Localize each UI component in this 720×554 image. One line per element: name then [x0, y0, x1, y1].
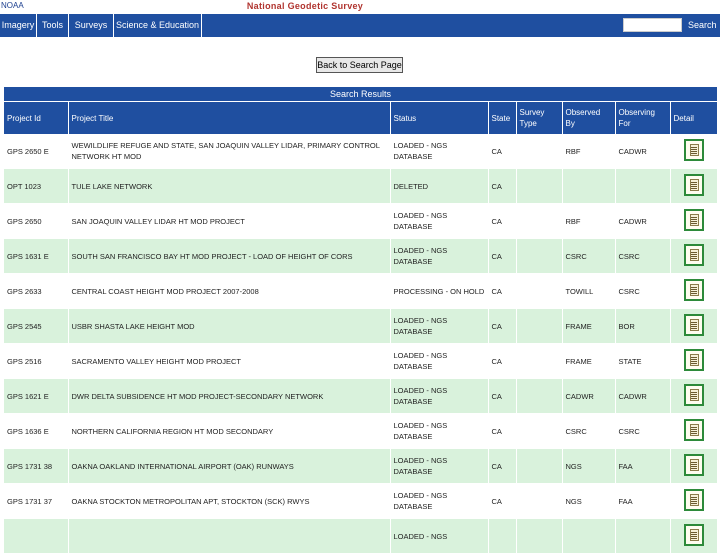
cell-project-id[interactable]: GPS 2650 [4, 204, 68, 239]
cell-status: LOADED - NGS DATABASE [390, 449, 488, 484]
cell-observing-for: CADWR [615, 134, 670, 169]
cell-detail [670, 274, 717, 309]
cell-detail [670, 379, 717, 414]
cell-project-id[interactable] [4, 519, 68, 554]
column-header-observing-for[interactable]: Observing For [615, 102, 670, 135]
cell-project-title: CENTRAL COAST HEIGHT MOD PROJECT 2007-2008 [68, 274, 390, 309]
cell-project-title: WEWILDLIFE REFUGE AND STATE, SAN JOAQUIN VALLEY LIDAR, PRIMARY CONTROL NETWORK HT MOD [68, 134, 390, 169]
results-header-row [4, 102, 717, 135]
cell-observed-by: TOWILL [562, 274, 615, 309]
cell-state: CA [488, 414, 516, 449]
cell-project-id[interactable]: GPS 1621 E [4, 379, 68, 414]
cell-state: CA [488, 344, 516, 379]
cell-status: LOADED - NGS DATABASE [390, 484, 488, 519]
table-row [4, 274, 717, 309]
cell-project-title: SOUTH SAN FRANCISCO BAY HT MOD PROJECT - LOAD OF HEIGHT OF CORS [68, 239, 390, 274]
cell-project-title: DWR DELTA SUBSIDENCE HT MOD PROJECT-SECONDARY NETWORK [68, 379, 390, 414]
table-row [4, 134, 717, 169]
cell-survey-type [516, 379, 562, 414]
cell-status: LOADED - NGS DATABASE [390, 379, 488, 414]
cell-survey-type [516, 169, 562, 204]
column-header-detail: Detail [670, 102, 717, 135]
cell-observed-by: CSRC [562, 414, 615, 449]
table-row [4, 449, 717, 484]
cell-detail [670, 344, 717, 379]
cell-detail [670, 134, 717, 169]
cell-observed-by: RBF [562, 204, 615, 239]
cell-project-id[interactable]: OPT 1023 [4, 169, 68, 204]
cell-state: CA [488, 239, 516, 274]
cell-observed-by: NGS [562, 484, 615, 519]
table-row [4, 344, 717, 379]
cell-detail [670, 204, 717, 239]
cell-observed-by: NGS [562, 449, 615, 484]
cell-project-id[interactable]: GPS 1731 37 [4, 484, 68, 519]
cell-survey-type [516, 484, 562, 519]
cell-observing-for: CADWR [615, 379, 670, 414]
column-header-status[interactable]: Status [390, 102, 488, 135]
cell-state: CA [488, 274, 516, 309]
cell-observing-for [615, 169, 670, 204]
search-button[interactable]: Search [688, 20, 717, 30]
detail-document-icon[interactable] [684, 209, 704, 231]
cell-status: DELETED [390, 169, 488, 204]
cell-project-title: TULE LAKE NETWORK [68, 169, 390, 204]
table-row [4, 379, 717, 414]
cell-state [488, 519, 516, 554]
cell-observing-for: CSRC [615, 414, 670, 449]
cell-project-id[interactable]: GPS 1731 38 [4, 449, 68, 484]
column-header-observed-by[interactable]: Observed By [562, 102, 615, 135]
table-row [4, 309, 717, 344]
cell-state: CA [488, 379, 516, 414]
search-results-panel [4, 87, 717, 554]
cell-observing-for: FAA [615, 484, 670, 519]
table-row [4, 169, 717, 204]
cell-project-title: OAKNA STOCKTON METROPOLITAN APT, STOCKTON (SCK) RWYS [68, 484, 390, 519]
cell-observing-for: FAA [615, 449, 670, 484]
detail-document-icon[interactable] [684, 384, 704, 406]
cell-status: LOADED - NGS DATABASE [390, 414, 488, 449]
cell-status: LOADED - NGS DATABASE [390, 309, 488, 344]
cell-state: CA [488, 134, 516, 169]
cell-detail [670, 309, 717, 344]
site-title: National Geodetic Survey [246, 1, 364, 11]
cell-observing-for: STATE [615, 344, 670, 379]
table-row [4, 519, 717, 554]
cell-observing-for: BOR [615, 309, 670, 344]
cell-project-id[interactable]: GPS 1631 E [4, 239, 68, 274]
cell-survey-type [516, 134, 562, 169]
cell-observing-for: CSRC [615, 239, 670, 274]
cell-state: CA [488, 449, 516, 484]
cell-project-title: SACRAMENTO VALLEY HEIGHT MOD PROJECT [68, 344, 390, 379]
cell-survey-type [516, 344, 562, 379]
cell-observed-by: RBF [562, 134, 615, 169]
detail-document-icon[interactable] [684, 244, 704, 266]
cell-status: LOADED - NGS DATABASE [390, 204, 488, 239]
cell-detail [670, 239, 717, 274]
cell-project-id[interactable]: GPS 2516 [4, 344, 68, 379]
cell-observed-by: FRAME [562, 309, 615, 344]
detail-document-icon[interactable] [684, 489, 704, 511]
cell-survey-type [516, 204, 562, 239]
cell-status: PROCESSING - ON HOLD [390, 274, 488, 309]
search-results-title: Search Results [4, 87, 717, 101]
column-header-survey-type[interactable]: Survey Type [516, 102, 562, 135]
column-header-project-id[interactable]: Project Id [4, 102, 68, 135]
cell-survey-type [516, 274, 562, 309]
results-table [4, 101, 718, 554]
detail-document-icon[interactable] [684, 419, 704, 441]
table-row [4, 204, 717, 239]
cell-project-id[interactable]: GPS 2633 [4, 274, 68, 309]
nav-item-imagery[interactable]: Imagery [0, 14, 37, 37]
cell-detail [670, 484, 717, 519]
table-row [4, 484, 717, 519]
cell-status: LOADED - NGS [390, 519, 488, 554]
cell-project-id[interactable]: GPS 1636 E [4, 414, 68, 449]
cell-detail [670, 414, 717, 449]
detail-document-icon[interactable] [684, 524, 704, 546]
column-header-project-title[interactable]: Project Title [68, 102, 390, 135]
cell-project-title: USBR SHASTA LAKE HEIGHT MOD [68, 309, 390, 344]
detail-document-icon[interactable] [684, 174, 704, 196]
cell-project-title: SAN JOAQUIN VALLEY LIDAR HT MOD PROJECT [68, 204, 390, 239]
nav-item-surveys[interactable]: Surveys [69, 14, 114, 37]
cell-status: LOADED - NGS DATABASE [390, 239, 488, 274]
cell-project-title [68, 519, 390, 554]
cell-observing-for [615, 519, 670, 554]
cell-project-title: NORTHERN CALIFORNIA REGION HT MOD SECONDARY [68, 414, 390, 449]
cell-state: CA [488, 309, 516, 344]
cell-state: CA [488, 169, 516, 204]
cell-observing-for: CSRC [615, 274, 670, 309]
detail-document-icon[interactable] [684, 349, 704, 371]
cell-project-id[interactable]: GPS 2545 [4, 309, 68, 344]
detail-document-icon[interactable] [684, 139, 704, 161]
noaa-logo: NOAA [1, 1, 24, 10]
cell-observed-by: CSRC [562, 239, 615, 274]
cell-project-title: OAKNA OAKLAND INTERNATIONAL AIRPORT (OAK) RUNWAYS [68, 449, 390, 484]
table-row [4, 239, 717, 274]
cell-state: CA [488, 484, 516, 519]
cell-observed-by: CADWR [562, 379, 615, 414]
cell-detail [670, 449, 717, 484]
back-to-search-button[interactable]: Back to Search Page [316, 57, 403, 73]
column-header-state[interactable]: State [488, 102, 516, 135]
cell-project-id[interactable]: GPS 2650 E [4, 134, 68, 169]
cell-survey-type [516, 309, 562, 344]
cell-state: CA [488, 204, 516, 239]
search-input[interactable] [623, 18, 682, 32]
detail-document-icon[interactable] [684, 314, 704, 336]
detail-document-icon[interactable] [684, 279, 704, 301]
cell-detail [670, 519, 717, 554]
cell-survey-type [516, 414, 562, 449]
nav-item-science-education[interactable]: Science & Education [114, 14, 202, 37]
detail-document-icon[interactable] [684, 454, 704, 476]
cell-detail [670, 169, 717, 204]
cell-survey-type [516, 239, 562, 274]
results-body [4, 134, 717, 554]
cell-observing-for: CADWR [615, 204, 670, 239]
table-row [4, 414, 717, 449]
top-nav-bar [0, 14, 720, 37]
cell-observed-by: FRAME [562, 344, 615, 379]
cell-status: LOADED - NGS DATABASE [390, 134, 488, 169]
cell-survey-type [516, 449, 562, 484]
cell-survey-type [516, 519, 562, 554]
cell-observed-by [562, 169, 615, 204]
cell-status: LOADED - NGS DATABASE [390, 344, 488, 379]
cell-observed-by [562, 519, 615, 554]
nav-item-tools[interactable]: Tools [37, 14, 69, 37]
